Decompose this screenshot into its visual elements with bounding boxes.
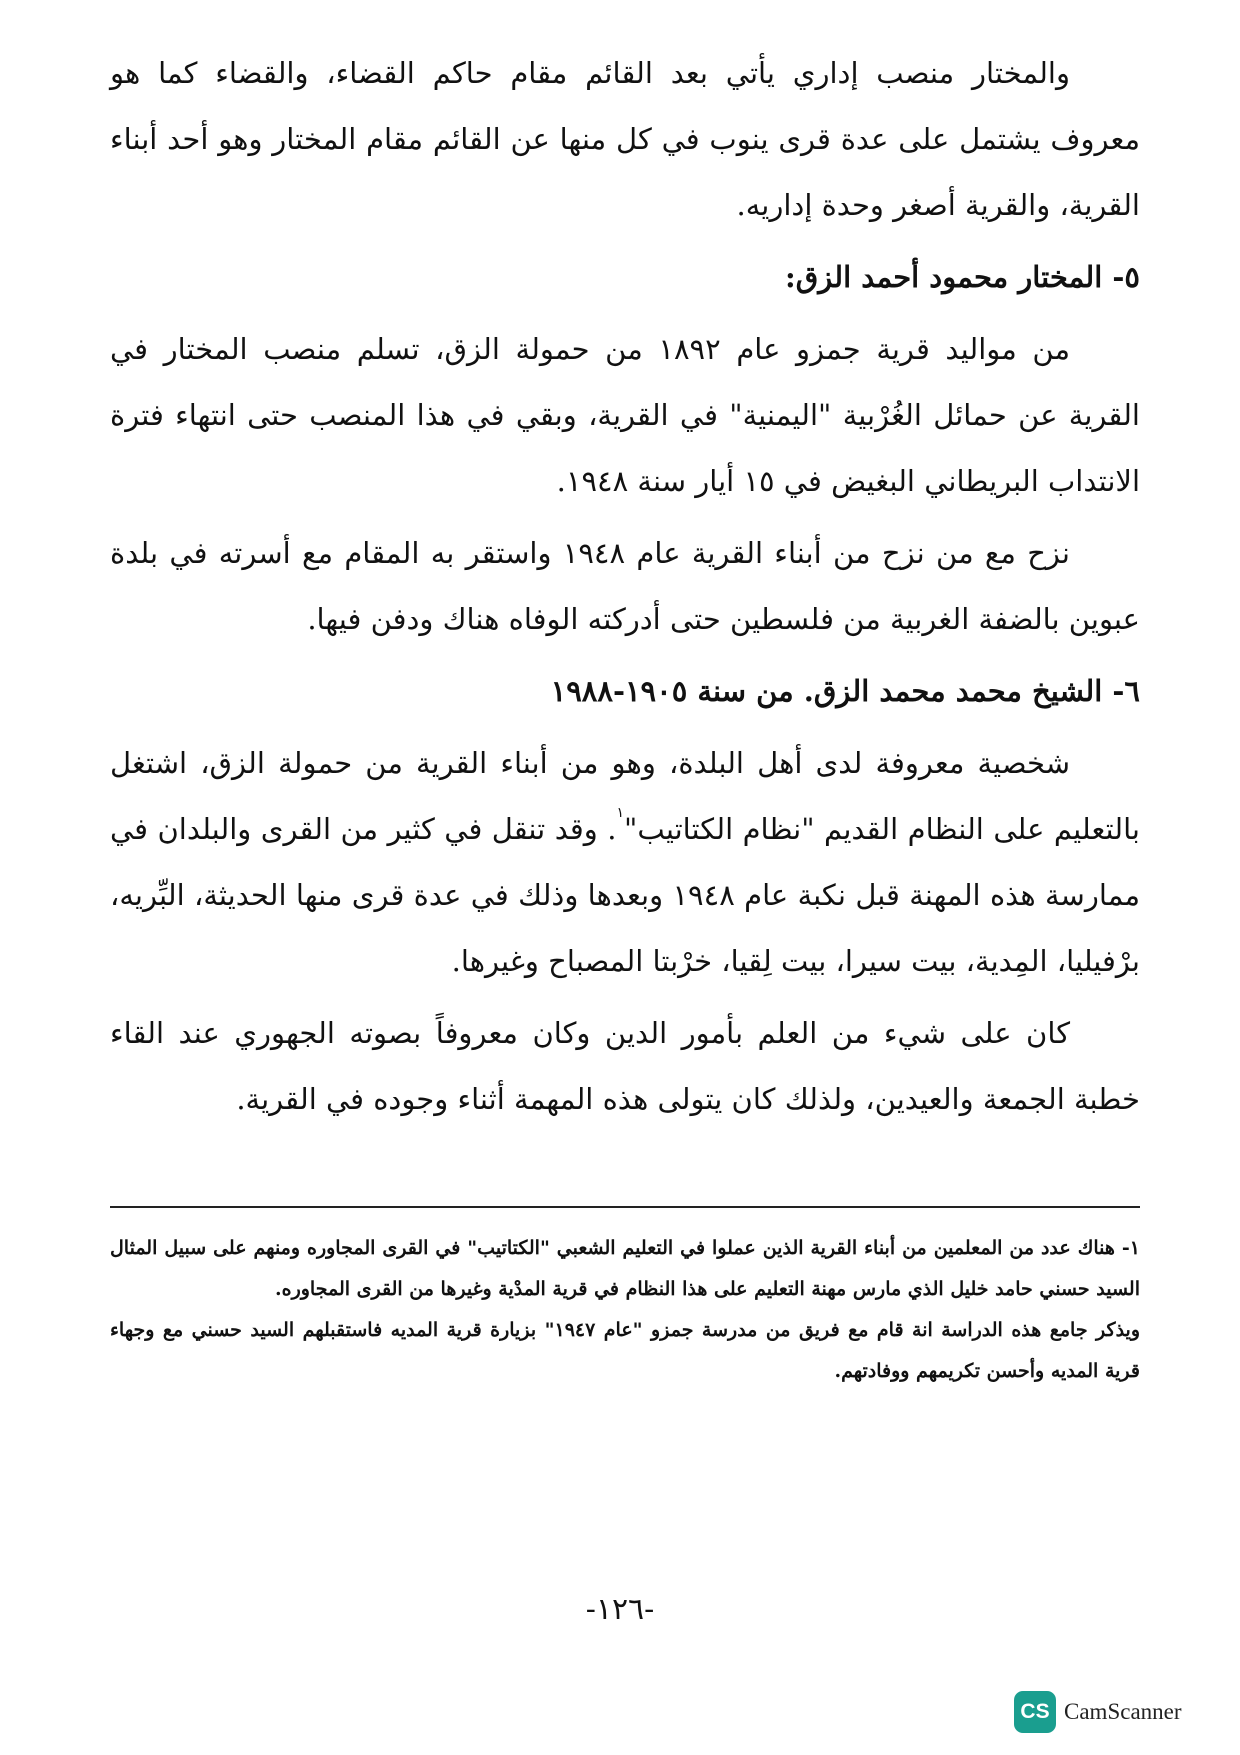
paragraph-sheikh-teaching-a: شخصية معروفة لدى أهل البلدة، وهو من أبناء القرية من حمولة الزق، اشتغل بالتعليم على النظام القديم "نظام الكتاتيب" — [110, 746, 1140, 846]
paragraph-sheikh-sermons: كان على شيء من العلم بأمور الدين وكان معروفاً بصوته الجهوري عند القاء خطبة الجمعة والعيدين، ولذلك كان يتولى هذه المهمة أثناء وجوده في القرية. — [110, 1016, 1140, 1116]
footnote-reference: ١ — [616, 805, 624, 821]
paragraph-sheikh-teaching — [110, 730, 1140, 994]
paragraph-mukhtar-displacement: نزح مع من نزح من أبناء القرية عام ١٩٤٨ واستقر به المقام مع أسرته في بلدة عبوين بالضفة الغربية من فلسطين حتى أدركته الوفاه هناك ودفن فيها. — [110, 536, 1140, 636]
footnote-divider — [110, 1206, 1140, 1208]
paragraph-sheikh-teaching-b: . وقد تنقل في كثير من القرى والبلدان في ممارسة هذه المهنة قبل نكبة عام ١٩٤٨ وبعدها وذلك في عدة قرى منها الحديثة، البِّريه، برْفيليا، المِدية، بيت سيرا، بيت لِقيا، خرْبتا المصباح وغيرها. — [110, 812, 1140, 978]
camscanner-watermark — [1014, 1690, 1182, 1734]
paragraph-mukhtar-bio: من مواليد قرية جمزو عام ١٨٩٢ من حمولة الزق، تسلم منصب المختار في القرية عن حمائل الغُرْبية "اليمنية" في القرية، وبقي في هذا المنصب حتى انتهاء فترة الانتداب البريطاني البغيض في ١٥ أيار سنة ١٩٤٨. — [110, 332, 1140, 498]
footnote-line-2: ويذكر جامع هذه الدراسة انة قام مع فريق من مدرسة جمزو "عام ١٩٤٧" بزيارة قرية المديه فاستقبلهم السيد حسني مع وجهاء قرية المديه وأحسن تكريمهم ووفادتهم. — [110, 1319, 1141, 1382]
footnote — [110, 1228, 1140, 1392]
main-text — [110, 40, 1140, 1132]
camscanner-name: CamScanner — [1064, 1699, 1182, 1724]
heading-sheikh-mohammad: ٦- الشيخ محمد محمد الزق. من سنة ١٩٠٥-١٩٨٨ — [550, 674, 1140, 708]
heading-mukhtar-mahmoud: ٥- المختار محمود أحمد الزق: — [785, 260, 1140, 294]
paragraph-intro: والمختار منصب إداري يأتي بعد القائم مقام حاكم القضاء، والقضاء كما هو معروف يشتمل على عدة قرى ينوب في كل منها عن القائم مقام المختار وهو أحد أبناء القرية، والقرية أصغر وحدة إداريه. — [110, 56, 1140, 222]
footnote-line-1: ١- هناك عدد من المعلمين من أبناء القرية الذين عملوا في التعليم الشعبي "الكتاتيب" في القرى المجاوره ومنهم على سبيل المثال السيد حسني حامد خليل الذي مارس مهنة التعليم على هذا النظام في قرية المدْية وغيرها من القرى المجاوره. — [110, 1237, 1140, 1300]
camscanner-logo-icon: CS — [1014, 1691, 1056, 1733]
page-number: -١٢٦- — [585, 1592, 655, 1627]
